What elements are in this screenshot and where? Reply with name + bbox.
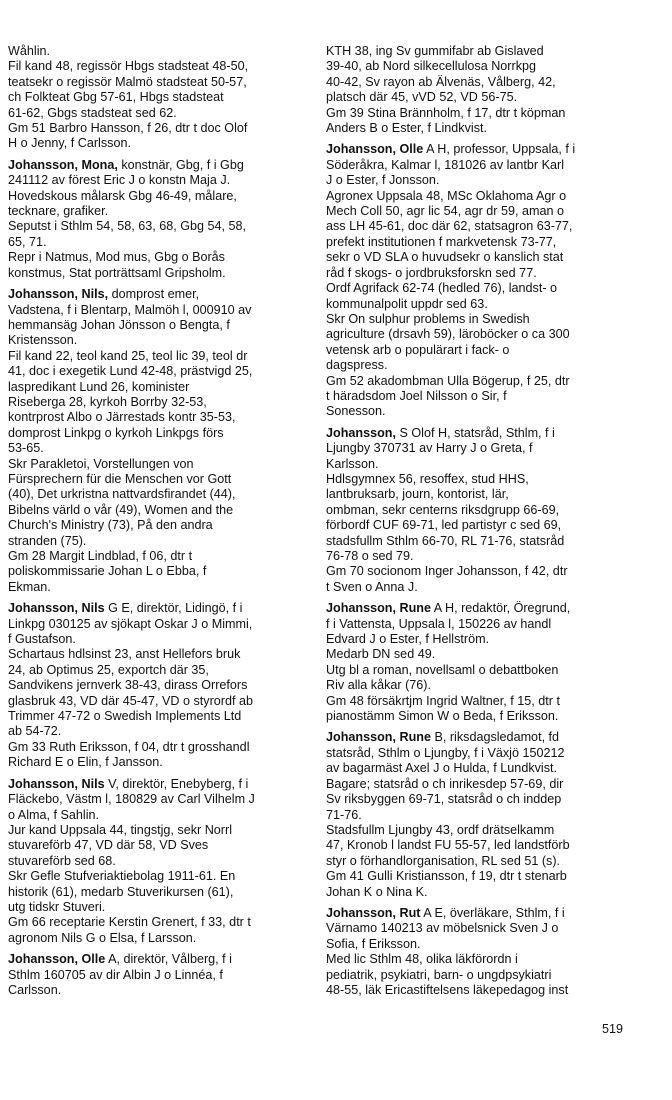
entry-text-line: 40-42, Sv rayon ab Älvenäs, Vålberg, 42, bbox=[326, 74, 556, 89]
entry-first-line bbox=[8, 601, 318, 616]
entry-text-line: Riv alla kåkar (76). bbox=[326, 678, 431, 693]
entry-heading-text: B, riksdagsledamot, fd bbox=[430, 730, 560, 745]
entry-text-line: prefekt institutionen f markvetensk 73-77, bbox=[326, 234, 557, 249]
entry-text-line: Linkpg 030125 av sjökapt Oskar J o Mimmi, bbox=[8, 616, 253, 631]
entry-text-line: agriculture (drsavh 59), läroböcker o ca 300 bbox=[326, 327, 570, 342]
entry-heading-text: A E, överläkare, Sthlm, f i bbox=[420, 905, 565, 920]
entry-text-line: f i Vattensta, Uppsala l, 150226 av handl bbox=[326, 616, 552, 631]
entry-name: Johansson, Mona, bbox=[8, 157, 118, 172]
entry-heading-text: KTH 38, ing Sv gummifabr ab Gislaved bbox=[326, 44, 544, 58]
entry-heading-text: domprost emer, bbox=[108, 287, 200, 302]
entry-text-line: Fil kand 22, teol kand 25, teol lic 39, teol dr bbox=[8, 348, 248, 363]
page-number: 519 bbox=[602, 1022, 624, 1036]
entry-heading-text: S Olof H, statsråd, Sthlm, f i bbox=[395, 425, 555, 440]
biography-entry bbox=[326, 426, 646, 595]
entry-text-line: Edvard J o Ester, f Hellström. bbox=[326, 632, 490, 647]
entry-text-line: 24, ab Optimus 25, exportch där 35, bbox=[8, 662, 209, 677]
entry-text-line: Gm 39 Stina Brännholm, f 17, dtr t köpman bbox=[326, 105, 566, 120]
entry-heading-text: A, direktör, Vålberg, f i bbox=[105, 952, 232, 967]
entry-text-line: Richard E o Elin, f Jansson. bbox=[8, 755, 163, 770]
entry-first-line bbox=[8, 158, 318, 173]
entry-text-line: Sthlm 160705 av dir Albin J o Linnéa, f bbox=[8, 967, 223, 982]
biography-entry bbox=[326, 906, 646, 998]
entry-text-line: Ljungby 370731 av Harry J o Greta, f bbox=[326, 441, 533, 456]
entry-text-line: Gm 33 Ruth Eriksson, f 04, dtr t grosshandl bbox=[8, 739, 250, 754]
entry-first-line bbox=[8, 44, 318, 59]
entry-text-line: t häradsdom Joel Nilsson o Sir, f bbox=[326, 388, 507, 403]
entry-text-line: Agronex Uppsala 48, MSc Oklahoma Agr o bbox=[326, 188, 567, 203]
entry-text-line: Sofia, f Eriksson. bbox=[326, 936, 421, 951]
entry-text-line: dagspress. bbox=[326, 358, 388, 373]
entry-heading-text: Wåhlin. bbox=[8, 44, 50, 58]
entry-text-line: Gm 52 akadombman Ulla Bögerup, f 25, dtr bbox=[326, 373, 570, 388]
entry-text-line: Johan K o Nina K. bbox=[326, 884, 428, 899]
entry-name: Johansson, Olle bbox=[326, 142, 424, 157]
entry-text-line: Ekman. bbox=[8, 579, 51, 594]
entry-text-line: konstmus, Stat porträttsaml Gripsholm. bbox=[8, 265, 226, 280]
entry-text-line: Stadsfullm Ljungby 43, ordf drätselkamm bbox=[326, 822, 555, 837]
entry-text-line: sekr o VD SLA o huvudsekr o kanslich stat bbox=[326, 250, 564, 265]
entry-text-line: Gm 70 socionom Inger Johansson, f 42, dtr bbox=[326, 564, 568, 579]
entry-text-line: Vadstena, f i Blentarp, Malmöh l, 000910 av bbox=[8, 302, 252, 317]
entry-text-line: 71-76. bbox=[326, 807, 362, 822]
entry-name: Johansson, Rune bbox=[326, 601, 431, 616]
biography-entry bbox=[8, 777, 318, 946]
entry-text-line: Kristensson. bbox=[8, 333, 78, 348]
entry-text-line: Gm 28 Margit Lindblad, f 06, dtr t bbox=[8, 549, 193, 563]
entry-text-line: stuvareförb 47, VD där 58, VD Sves bbox=[8, 838, 209, 853]
entry-text-line: 76-78 o sed 79. bbox=[326, 549, 414, 563]
entry-name: Johansson, Nils bbox=[8, 776, 105, 791]
entry-text-line: Sonesson. bbox=[326, 404, 386, 419]
biography-entry bbox=[8, 601, 318, 770]
entry-text-line: ombman, sekr centerns riksdgrupp 66-69, bbox=[326, 502, 560, 517]
entry-text-line: teatsekr o regissör Malmö stadsteat 50-57, bbox=[8, 74, 247, 89]
entry-text-line: stranden (75). bbox=[8, 533, 87, 548]
entry-first-line bbox=[326, 906, 646, 921]
biography-entry bbox=[8, 158, 318, 281]
biography-entry bbox=[8, 287, 318, 595]
entry-text-line: 47, Kronob l landst FU 55-57, led landstförb bbox=[326, 838, 570, 853]
entry-text-line: kontrprost Albo o Järrestads kontr 35-53, bbox=[8, 410, 236, 425]
entry-text-line: glasbruk 43, VD där 45-47, VD o styrordf ab bbox=[8, 693, 254, 708]
entry-text-line: platsch där 45, vVD 52, VD 56-75. bbox=[326, 90, 518, 105]
entry-text-line: historik (61), medarb Stuverikursen (61), bbox=[8, 884, 234, 899]
biography-entry bbox=[326, 730, 646, 899]
entry-text-line: Fläckebo, Västm l, 180829 av Carl Vilhelm J bbox=[8, 792, 255, 807]
entry-text-line: pediatrik, psykiatri, barn- o ungdpsykiatri bbox=[326, 967, 552, 982]
entry-first-line bbox=[326, 44, 646, 59]
entry-text-line: kommunalpolit uppdr sed 63. bbox=[326, 296, 488, 311]
entry-text-line: 41, doc i exegetik Lund 42-48, prästvigd 25, bbox=[8, 364, 253, 379]
biography-entry bbox=[8, 952, 318, 998]
entry-text-line: råd f skogs- o jordbruksforskn sed 77. bbox=[326, 265, 537, 280]
entry-text-line: J o Ester, f Jonsson. bbox=[326, 173, 440, 188]
entry-name: Johansson, Nils, bbox=[8, 287, 109, 302]
entry-text-line: Repr i Natmus, Mod mus, Gbg o Borås bbox=[8, 250, 225, 265]
entry-text-line: Carlsson. bbox=[8, 982, 62, 997]
entry-text-line: laspredikant Lund 26, kominister bbox=[8, 379, 190, 394]
entry-text-line: ass LH 45-61, doc där 62, statsagron 63-77, bbox=[326, 219, 573, 234]
entry-heading-text: V, direktör, Enebyberg, f i bbox=[104, 776, 249, 791]
entry-text-line: Anders B o Ester, f Lindkvist. bbox=[326, 121, 487, 136]
biography-entry bbox=[8, 44, 318, 152]
entry-text-line: H o Jenny, f Carlsson. bbox=[8, 136, 131, 151]
entry-text-line: domprost Linkpg o kyrkoh Linkpgs förs bbox=[8, 425, 224, 440]
left-column bbox=[8, 44, 318, 1004]
entry-text-line: Trimmer 47-72 o Swedish Implements Ltd bbox=[8, 709, 242, 724]
entry-text-line: Skr On sulphur problems in Swedish bbox=[326, 311, 530, 326]
entry-text-line: Riseberga 28, kyrkoh Borrby 32-53, bbox=[8, 394, 207, 409]
entry-name: Johansson, Olle bbox=[8, 952, 106, 967]
entry-text-line: Hdlsgymnex 56, resoffex, stud HHS, bbox=[326, 471, 529, 486]
entry-heading-text: A H, professor, Uppsala, f i bbox=[423, 142, 576, 157]
entry-heading-text: A H, redaktör, Öregrund, bbox=[430, 601, 571, 616]
biography-entry bbox=[326, 44, 646, 136]
entry-heading-text: konstnär, Gbg, f i Gbg bbox=[117, 157, 244, 172]
entry-text-line: Ordf Agrifack 62-74 (hedled 76), landst- o bbox=[326, 281, 558, 296]
entry-text-line: 53-65. bbox=[8, 441, 44, 456]
entry-text-line: vetensk arb o populärart i fack- o bbox=[326, 342, 510, 357]
entry-heading-text: G E, direktör, Lidingö, f i bbox=[104, 601, 243, 616]
entry-first-line bbox=[326, 426, 646, 441]
entry-text-line: hemmansäg Johan Jönsson o Bengta, f bbox=[8, 317, 230, 332]
entry-text-line: Bagare; statsråd o ch inrikesdep 57-69, dir bbox=[326, 776, 564, 791]
entry-text-line: Schartaus hdlsinst 23, anst Hellefors bruk bbox=[8, 647, 241, 662]
entry-text-line: Gm 41 Gulli Kristiansson, f 19, dtr t stenarb bbox=[326, 869, 567, 884]
entry-text-line: Skr Parakletoi, Vorstellungen von bbox=[8, 456, 194, 471]
entry-text-line: Söderåkra, Kalmar l, 181026 av lantbr Karl bbox=[326, 157, 565, 172]
entry-text-line: agronom Nils G o Elsa, f Larsson. bbox=[8, 930, 197, 945]
biography-entry bbox=[326, 601, 646, 724]
entry-text-line: Sv riksbyggen 69-71, statsråd o ch inddep bbox=[326, 792, 562, 807]
entry-text-line: Bibelns värld o vår (49), Women and the bbox=[8, 502, 234, 517]
entry-first-line bbox=[8, 777, 318, 792]
entry-text-line: ab 54-72. bbox=[8, 724, 62, 739]
entry-text-line: Skr Gefle Stufveriaktiebolag 1911-61. En bbox=[8, 869, 236, 884]
entry-text-line: av bagarmäst Axel J o Hulda, f Lundkvist. bbox=[326, 761, 558, 776]
entry-name: Johansson, Rut bbox=[326, 905, 421, 920]
entry-text-line: stadsfullm Sthlm 66-70, RL 71-76, statsråd bbox=[326, 533, 565, 548]
entry-text-line: Utg bl a roman, novellsaml o debattboken bbox=[326, 662, 559, 677]
entry-text-line: Mech Coll 50, agr lic 54, agr dr 59, aman o bbox=[326, 204, 565, 219]
entry-text-line: lantbruksarb, journ, kontorist, lär, bbox=[326, 487, 509, 502]
entry-text-line: 39-40, ab Nord silkecellulosa Norrkpg bbox=[326, 59, 536, 74]
entry-name: Johansson, bbox=[326, 425, 396, 440]
entry-first-line bbox=[8, 287, 318, 302]
entry-first-line bbox=[326, 730, 646, 745]
entry-text-line: 241112 av förest Eric J o konstn Maja J. bbox=[8, 173, 231, 188]
entry-text-line: förbordf CUF 69-71, led partistyr c sed 69, bbox=[326, 518, 562, 533]
entry-text-line: Medarb DN sed 49. bbox=[326, 647, 436, 662]
entry-text-line: (40), Det urkristna nattvardsfirandet (44), bbox=[8, 487, 236, 502]
entry-text-line: Hovedskous målarsk Gbg 46-49, målare, bbox=[8, 188, 237, 203]
entry-text-line: stuvareförb sed 68. bbox=[8, 853, 116, 868]
right-column bbox=[326, 44, 646, 1004]
entry-text-line: Med lic Sthlm 48, olika läkförordn i bbox=[326, 952, 518, 967]
entry-text-line: 65, 71. bbox=[8, 234, 47, 249]
entry-text-line: statsråd, Sthlm o Ljungby, f i Växjö 150212 bbox=[326, 745, 565, 760]
entry-text-line: Sandvikens jernverk 38-43, dirass Orrefors bbox=[8, 678, 248, 693]
entry-text-line: tecknare, grafiker. bbox=[8, 204, 109, 219]
entry-text-line: Gm 66 receptarie Kerstin Grenert, f 33, dtr t bbox=[8, 915, 251, 930]
entry-first-line bbox=[8, 952, 318, 967]
biography-entry bbox=[326, 142, 646, 419]
entry-text-line: Jur kand Uppsala 44, tingstjg, sekr Norrl bbox=[8, 822, 232, 837]
entry-text-line: Church's Ministry (73), På den andra bbox=[8, 518, 213, 533]
entry-text-line: styr o förhandlorganisation, RL sed 51 (s). bbox=[326, 853, 561, 868]
entry-text-line: ch Folkteat Gbg 57-61, Hbgs stadsteat bbox=[8, 90, 224, 105]
entry-first-line bbox=[326, 142, 646, 157]
entry-text-line: Värnamo 140213 av möbelsnick Sven J o bbox=[326, 921, 559, 936]
entry-text-line: utg tidskr Stuveri. bbox=[8, 899, 106, 914]
entry-text-line: 61-62, Gbgs stadsteat sed 62. bbox=[8, 105, 177, 120]
entry-text-line: Karlsson. bbox=[326, 456, 379, 471]
entry-first-line bbox=[326, 601, 646, 616]
entry-text-line: Gm 51 Barbro Hansson, f 26, dtr t doc Olof bbox=[8, 121, 248, 136]
entry-text-line: Fürsprechern für die Menschen vor Gott bbox=[8, 471, 232, 486]
entry-text-line: Gm 48 försäkrtjm Ingrid Waltner, f 15, dtr t bbox=[326, 693, 560, 708]
entry-text-line: f Gustafson. bbox=[8, 632, 76, 647]
entry-text-line: 48-55, läk Ericastiftelsens läkepedagog inst bbox=[326, 982, 569, 997]
entry-text-line: o Alma, f Sahlin. bbox=[8, 807, 100, 822]
entry-text-line: t Sven o Anna J. bbox=[326, 579, 418, 594]
entry-text-line: Fil kand 48, regissör Hbgs stadsteat 48-50, bbox=[8, 59, 249, 74]
entry-text-line: poliskommissarie Johan L o Ebba, f bbox=[8, 564, 207, 579]
entry-name: Johansson, Nils bbox=[8, 601, 105, 616]
entry-text-line: pianostämm Simon W o Beda, f Eriksson. bbox=[326, 709, 559, 724]
entry-name: Johansson, Rune bbox=[326, 730, 431, 745]
entry-text-line: Seputst i Sthlm 54, 58, 63, 68, Gbg 54, 58, bbox=[8, 219, 247, 234]
